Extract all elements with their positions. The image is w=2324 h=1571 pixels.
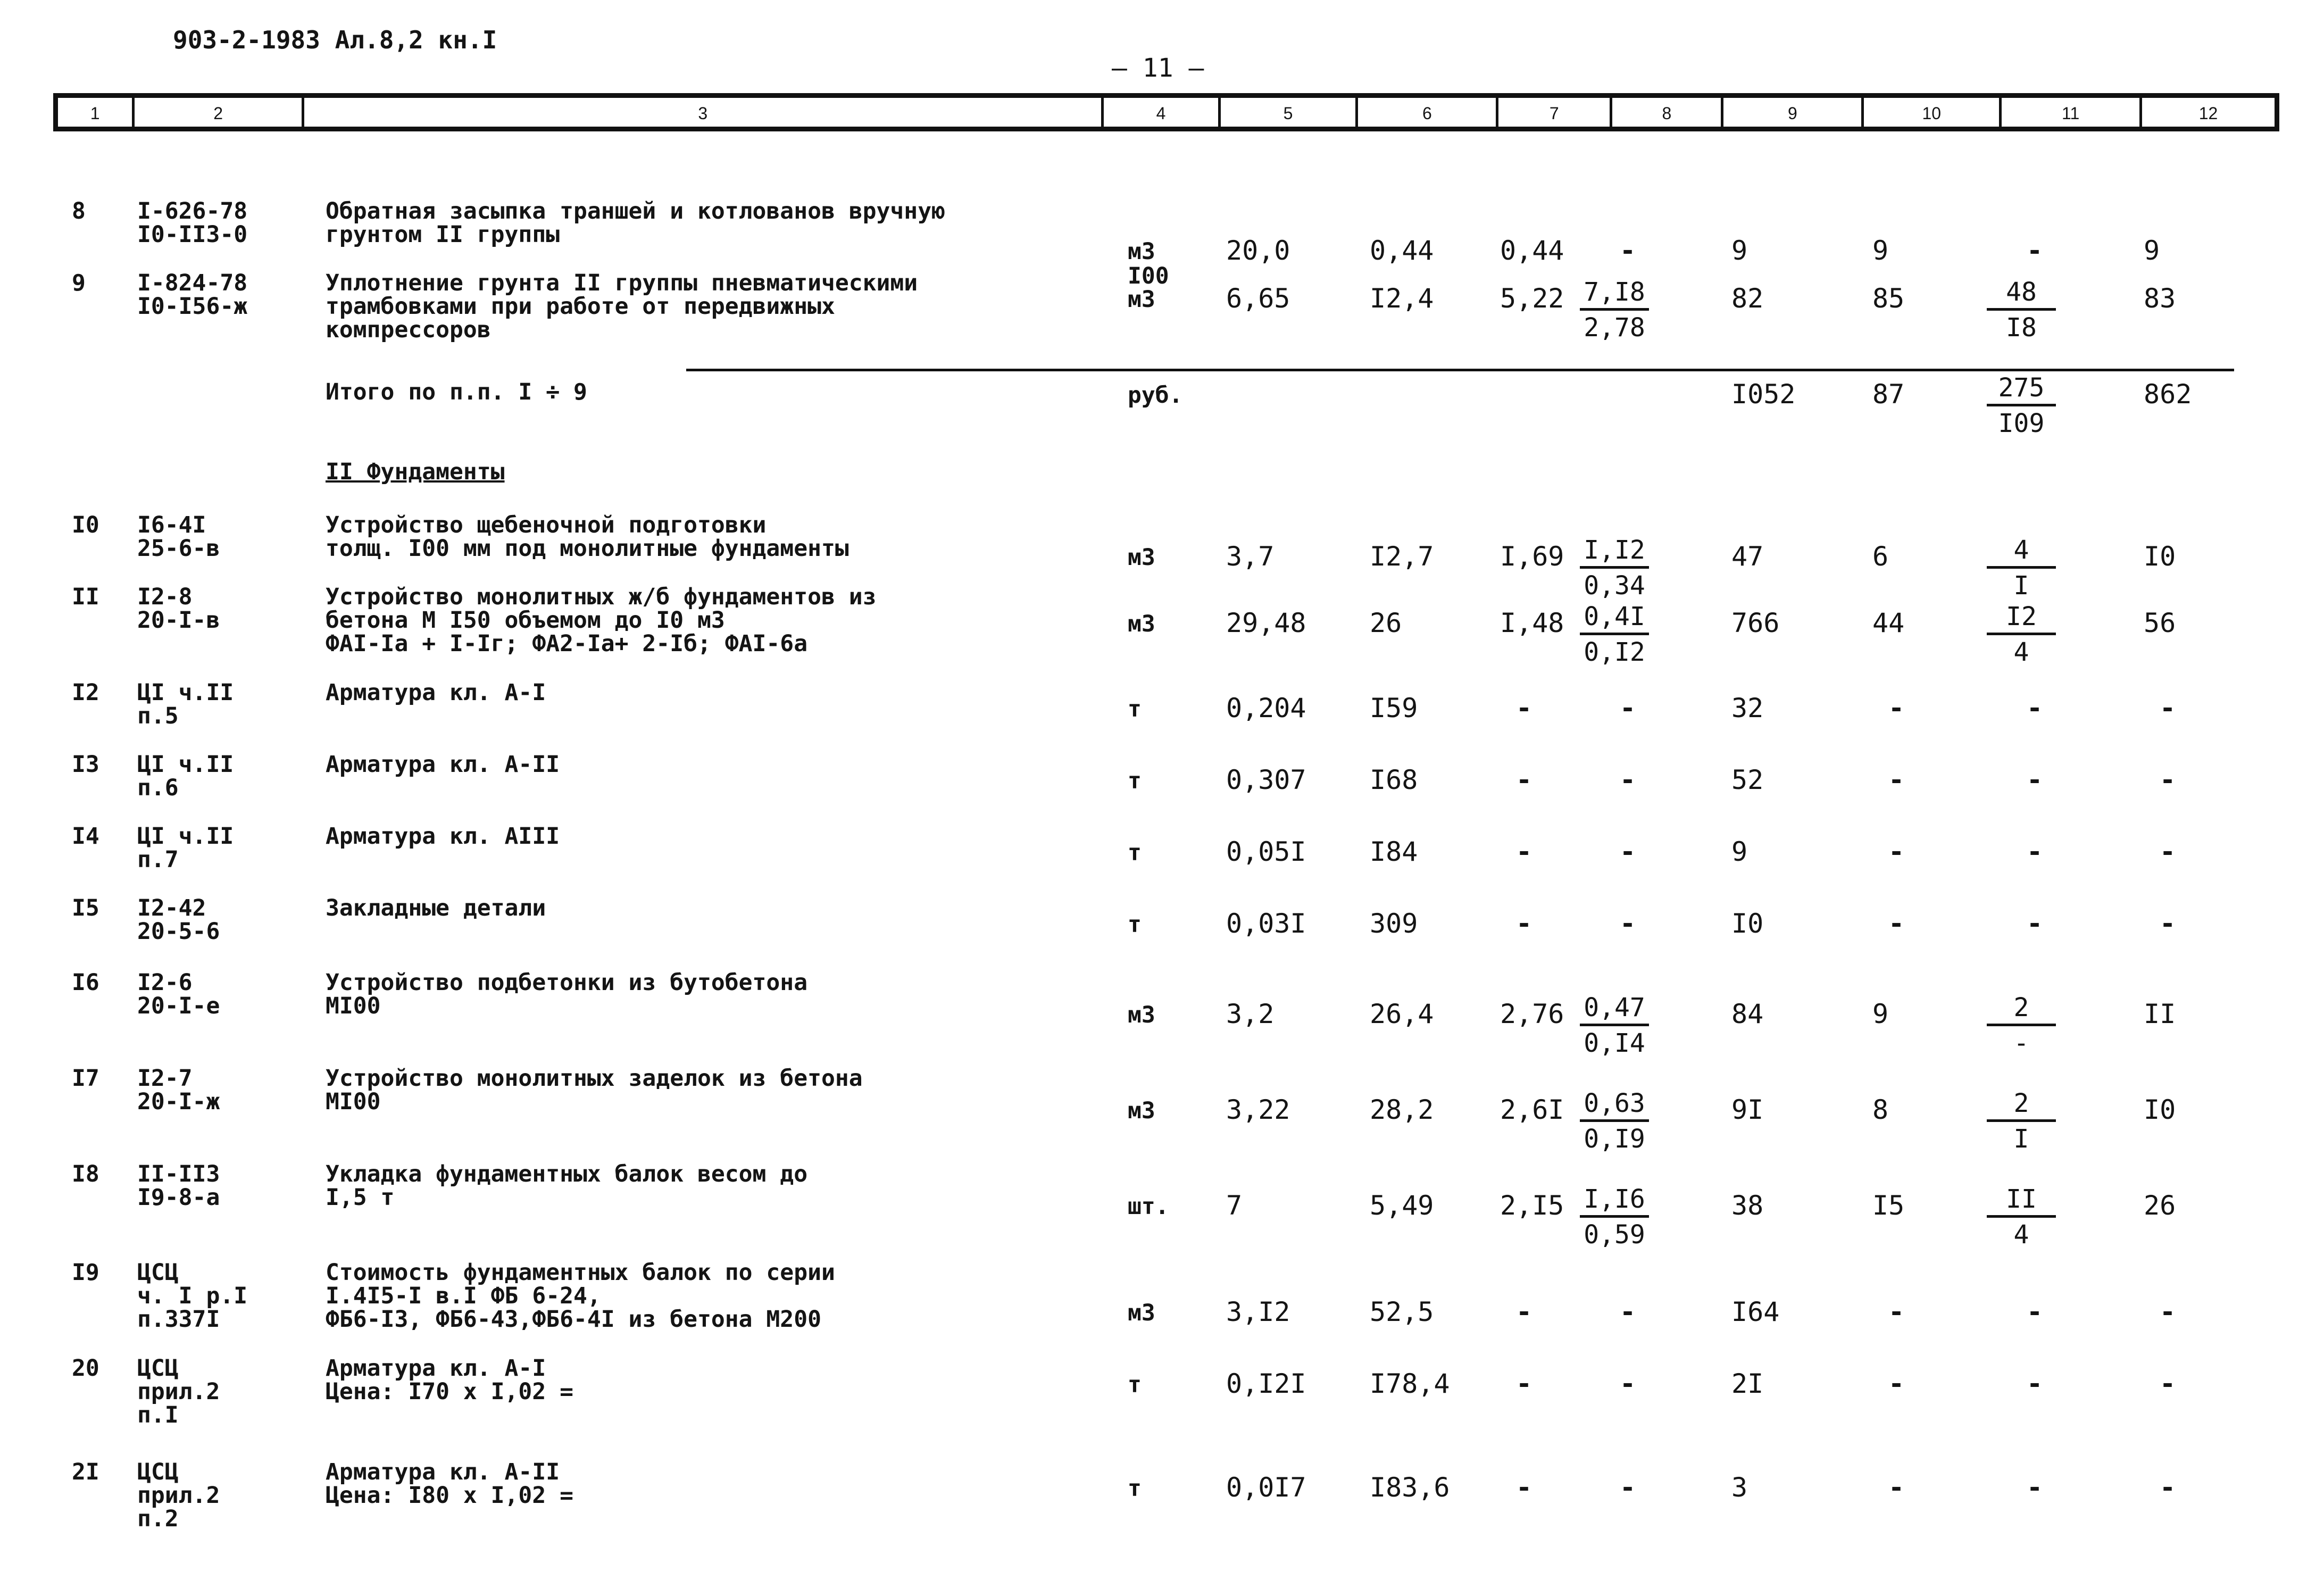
value-c11: - — [2027, 693, 2043, 724]
value-c9: 9 — [1731, 235, 1748, 266]
value-c11: - — [2027, 764, 2043, 795]
fraction-c11 — [1987, 602, 2056, 667]
fraction-denominator: 0,I4 — [1584, 1028, 1645, 1058]
fraction-c11 — [1987, 535, 2056, 601]
value-qty: 0,03I — [1226, 908, 1306, 939]
value-c8: - — [1620, 235, 1636, 266]
fraction-numerator: 2 — [1987, 1088, 2056, 1122]
value-c10: 44 — [1872, 608, 1905, 638]
page-number: — 11 — — [1112, 53, 1204, 83]
item-number: I0 — [72, 512, 99, 538]
fraction-c8 — [1580, 1184, 1649, 1250]
unit: т — [1128, 696, 1142, 722]
fraction-denominator: 0,59 — [1584, 1220, 1645, 1250]
value-c8: - — [1620, 1296, 1636, 1327]
fraction-denominator: I — [2013, 1124, 2029, 1154]
item-number: I8 — [72, 1161, 99, 1187]
fraction-denominator: 4 — [2013, 637, 2029, 667]
value-p7: - — [1516, 764, 1532, 795]
fraction-denominator: I8 — [2006, 313, 2037, 343]
value-p7: I,69 — [1500, 541, 1564, 572]
value-c10: 9 — [1872, 999, 1889, 1029]
fraction-numerator: I,I6 — [1580, 1184, 1649, 1218]
item-number: I9 — [72, 1259, 99, 1286]
value-c9: I0 — [1731, 908, 1764, 939]
value-qty: 0,I2I — [1226, 1368, 1306, 1399]
work-description: Уплотнение грунта II группы пневматическими трамбовками при работе от передвижных компрессоров — [326, 270, 918, 343]
fraction-c11 — [1987, 1184, 2056, 1250]
work-description: Стоимость фундаментных балок по серии I.4I5-I в.I ФБ 6-24, ФБ6-I3, ФБ6-43,ФБ6-4I из бетона М200 — [326, 1259, 835, 1333]
work-description: Устройство щебеночной подготовки толщ. I00 мм под монолитные фундаменты — [326, 512, 849, 562]
value-c12: - — [2160, 764, 2176, 795]
column-header: 1 — [58, 98, 135, 127]
value-c9: 9 — [1731, 836, 1748, 867]
work-description: Обратная засыпка траншей и котлованов вручную грунтом II группы — [326, 198, 945, 248]
value-qty: 3,22 — [1226, 1094, 1290, 1125]
value-c11: - — [2027, 1296, 2043, 1327]
column-header: 12 — [2198, 104, 2218, 123]
unit: т — [1128, 768, 1142, 794]
norm-code: ЦI ч.II п.6 — [137, 751, 234, 801]
value-c11: - — [2027, 1368, 2043, 1399]
fraction-denominator: 0,34 — [1584, 571, 1645, 601]
value-qty: 0,204 — [1226, 693, 1306, 724]
value-c11: - — [2027, 836, 2043, 867]
value-p6: 309 — [1370, 908, 1418, 939]
column-header: 5 — [1221, 98, 1359, 127]
fraction-c11 — [1987, 277, 2056, 343]
value-c10: - — [1888, 764, 1905, 795]
value-p7: 2,76 — [1500, 999, 1564, 1029]
value-c10: - — [1888, 1296, 1905, 1327]
value-c8: - — [1620, 1472, 1636, 1503]
value-c8: - — [1620, 693, 1636, 724]
work-description: Арматура кл. АIII — [326, 823, 560, 850]
fraction-numerator: 0,4I — [1580, 602, 1649, 635]
value-p6: 52,5 — [1370, 1296, 1434, 1327]
value-c12: I0 — [2144, 541, 2176, 572]
fraction-c8 — [1580, 602, 1649, 667]
value-c9: 47 — [1731, 541, 1764, 572]
column-header: 2 — [135, 98, 304, 127]
item-number: I7 — [72, 1065, 99, 1092]
value-qty: 6,65 — [1226, 283, 1290, 314]
value-p7: - — [1516, 1296, 1532, 1327]
value-p6: I84 — [1370, 836, 1418, 867]
value-c9: 32 — [1731, 693, 1764, 724]
value-c9: 52 — [1731, 764, 1764, 795]
value-c9: 2I — [1731, 1368, 1764, 1399]
norm-code: I-824-78 I0-I56-ж — [137, 270, 248, 320]
column-header: 9 — [1723, 98, 1864, 127]
value-c12: 862 — [2144, 379, 2192, 410]
value-c12: 9 — [2144, 235, 2160, 266]
value-p7: 0,44 — [1500, 235, 1564, 266]
unit: т — [1128, 911, 1142, 938]
value-c10: 8 — [1872, 1094, 1889, 1125]
work-description: Арматура кл. А-II — [326, 751, 560, 778]
value-p7: 2,6I — [1500, 1094, 1564, 1125]
norm-code: I2-7 20-I-ж — [137, 1065, 220, 1115]
fraction-c11 — [1987, 993, 2056, 1058]
value-qty: 0,307 — [1226, 764, 1306, 795]
fraction-numerator: 4 — [1987, 535, 2056, 569]
value-c10: 85 — [1872, 283, 1905, 314]
work-description: Устройство монолитных заделок из бетона МI00 — [326, 1065, 863, 1115]
value-p6: 26 — [1370, 608, 1402, 638]
value-c11: - — [2027, 908, 2043, 939]
value-c10: I5 — [1872, 1190, 1905, 1221]
value-c12: 26 — [2144, 1190, 2176, 1221]
work-description: Арматура кл. А-I — [326, 679, 546, 706]
fraction-c8 — [1580, 277, 1649, 343]
unit: м3 — [1128, 611, 1155, 637]
norm-code: ЦI ч.II п.5 — [137, 679, 234, 729]
value-c12: - — [2160, 1296, 2176, 1327]
value-c10: - — [1888, 1472, 1905, 1503]
value-c12: 83 — [2144, 283, 2176, 314]
column-header: 3 — [304, 98, 1104, 127]
column-header: 11 — [2002, 98, 2142, 127]
work-description: Устройство монолитных ж/б фундаментов из бетона М I50 объемом до I0 м3 ФАI-Iа + I-Iг; ФА2-Iа+ 2-Iб; ФАI-6а — [326, 584, 877, 657]
value-c10: - — [1888, 836, 1905, 867]
fraction-denominator: 4 — [2013, 1220, 2029, 1250]
column-header: 7 — [1498, 98, 1612, 127]
value-c8: - — [1620, 764, 1636, 795]
value-c9: I64 — [1731, 1296, 1780, 1327]
value-qty: 29,48 — [1226, 608, 1306, 638]
value-c9: 84 — [1731, 999, 1764, 1029]
fraction-denominator: 0,I2 — [1584, 637, 1645, 667]
value-qty: 20,0 — [1226, 235, 1290, 266]
norm-code: I2-8 20-I-в — [137, 584, 220, 634]
item-number: II — [72, 584, 99, 610]
value-p7: 5,22 — [1500, 283, 1564, 314]
value-c12: - — [2160, 693, 2176, 724]
value-qty: 3,2 — [1226, 999, 1275, 1029]
fraction-numerator: 0,63 — [1580, 1088, 1649, 1122]
item-number: I3 — [72, 751, 99, 778]
fraction-numerator: I2 — [1987, 602, 2056, 635]
value-c10: - — [1888, 908, 1905, 939]
fraction-c8 — [1580, 993, 1649, 1058]
value-c11: - — [2027, 1472, 2043, 1503]
unit: т — [1128, 839, 1142, 866]
fraction-numerator: I,I2 — [1580, 535, 1649, 569]
item-number: I4 — [72, 823, 99, 850]
value-p7: - — [1516, 693, 1532, 724]
norm-code: ЦI ч.II п.7 — [137, 823, 234, 873]
section-heading: II Фундаменты — [326, 459, 505, 485]
value-c10: 6 — [1872, 541, 1889, 572]
value-qty: 3,I2 — [1226, 1296, 1290, 1327]
norm-code: I6-4I 25-6-в — [137, 512, 220, 562]
fraction-denominator: - — [2013, 1028, 2029, 1058]
unit: т — [1128, 1371, 1142, 1398]
value-qty: 0,0I7 — [1226, 1472, 1306, 1503]
fraction-numerator: 275 — [1987, 373, 2056, 406]
value-p6: 0,44 — [1370, 235, 1434, 266]
value-qty: 3,7 — [1226, 541, 1275, 572]
fraction-numerator: 48 — [1987, 277, 2056, 311]
fraction-denominator: I — [2013, 571, 2029, 601]
work-description: Итого по п.п. I ÷ 9 — [326, 379, 587, 405]
value-c9: 38 — [1731, 1190, 1764, 1221]
unit: м3 — [1128, 1098, 1155, 1124]
value-c12: - — [2160, 836, 2176, 867]
unit: м3 — [1128, 1300, 1155, 1326]
value-c9: 3 — [1731, 1472, 1748, 1503]
value-p7: - — [1516, 1472, 1532, 1503]
norm-code: I2-6 20-I-е — [137, 969, 220, 1019]
value-c9: I052 — [1731, 379, 1796, 410]
value-c11: - — [2027, 235, 2043, 266]
unit: м3 — [1128, 238, 1155, 265]
value-c10: - — [1888, 1368, 1905, 1399]
value-c9: 82 — [1731, 283, 1764, 314]
value-qty: 0,05I — [1226, 836, 1306, 867]
value-c12: II — [2144, 999, 2176, 1029]
item-number: 8 — [72, 198, 86, 225]
fraction-c11 — [1987, 373, 2056, 438]
value-p7: - — [1516, 1368, 1532, 1399]
column-header: 6 — [1358, 98, 1498, 127]
unit: м3 — [1128, 1002, 1155, 1028]
value-qty: 7 — [1226, 1190, 1243, 1221]
norm-code: ЦСЦ прил.2 п.I — [137, 1355, 220, 1428]
work-description: Укладка фундаментных балок весом до I,5 т — [326, 1161, 808, 1211]
value-p7: I,48 — [1500, 608, 1564, 638]
value-p7: - — [1516, 908, 1532, 939]
value-p6: I83,6 — [1370, 1472, 1450, 1503]
value-p6: I59 — [1370, 693, 1418, 724]
value-c12: I0 — [2144, 1094, 2176, 1125]
value-p6: 28,2 — [1370, 1094, 1434, 1125]
value-p6: I2,4 — [1370, 283, 1434, 314]
unit: т — [1128, 1475, 1142, 1502]
value-c8: - — [1620, 836, 1636, 867]
norm-code: ЦСЦ прил.2 п.2 — [137, 1459, 220, 1532]
fraction-denominator: I09 — [1998, 409, 2045, 438]
value-c12: 56 — [2144, 608, 2176, 638]
document-reference: 903-2-1983 Ал.8,2 кн.I — [173, 26, 497, 54]
column-header: 10 — [1864, 98, 2002, 127]
unit: м3 — [1128, 544, 1155, 571]
value-c8: - — [1620, 1368, 1636, 1399]
item-number: 20 — [72, 1355, 99, 1382]
value-c10: - — [1888, 693, 1905, 724]
norm-code: II-II3 I9-8-а — [137, 1161, 220, 1211]
value-p6: 26,4 — [1370, 999, 1434, 1029]
work-description: Арматура кл. А-II Цена: I80 х I,02 = — [326, 1459, 573, 1509]
value-c12: - — [2160, 1472, 2176, 1503]
item-number: 2I — [72, 1459, 99, 1485]
fraction-denominator: 2,78 — [1584, 313, 1645, 343]
work-description: Устройство подбетонки из бутобетона МI00 — [326, 969, 808, 1019]
norm-code: I2-42 20-5-6 — [137, 895, 220, 945]
column-header: 4 — [1104, 98, 1220, 127]
work-description: Арматура кл. А-I Цена: I70 х I,02 = — [326, 1355, 573, 1405]
item-number: I6 — [72, 969, 99, 996]
value-p7: - — [1516, 836, 1532, 867]
value-c10: 9 — [1872, 235, 1889, 266]
norm-code: I-626-78 I0-II3-0 — [137, 198, 248, 248]
value-c12: - — [2160, 908, 2176, 939]
fraction-numerator: II — [1987, 1184, 2056, 1218]
fraction-c8 — [1580, 535, 1649, 601]
value-p6: I78,4 — [1370, 1368, 1450, 1399]
unit: шт. — [1128, 1193, 1169, 1220]
value-p6: I2,7 — [1370, 541, 1434, 572]
column-header-row — [53, 93, 2279, 131]
fraction-c11 — [1987, 1088, 2056, 1154]
item-number: I5 — [72, 895, 99, 921]
fraction-numerator: 7,I8 — [1580, 277, 1649, 311]
value-c8: - — [1620, 908, 1636, 939]
value-p6: I68 — [1370, 764, 1418, 795]
value-p6: 5,49 — [1370, 1190, 1434, 1221]
fraction-numerator: 2 — [1987, 993, 2056, 1026]
value-c9: 766 — [1731, 608, 1780, 638]
value-p7: 2,I5 — [1500, 1190, 1564, 1221]
value-c10: 87 — [1872, 379, 1905, 410]
work-description: Закладные детали — [326, 895, 546, 921]
item-number: 9 — [72, 270, 86, 296]
value-c9: 9I — [1731, 1094, 1764, 1125]
unit: руб. — [1128, 382, 1183, 409]
fraction-denominator: 0,I9 — [1584, 1124, 1645, 1154]
value-c12: - — [2160, 1368, 2176, 1399]
fraction-c8 — [1580, 1088, 1649, 1154]
fraction-numerator: 0,47 — [1580, 993, 1649, 1026]
item-number: I2 — [72, 679, 99, 706]
subtotal-rule — [686, 369, 2234, 371]
unit: I00 м3 — [1128, 263, 1169, 313]
column-header: 8 — [1612, 98, 1723, 127]
norm-code: ЦСЦ ч. I р.I п.337I — [137, 1259, 248, 1333]
